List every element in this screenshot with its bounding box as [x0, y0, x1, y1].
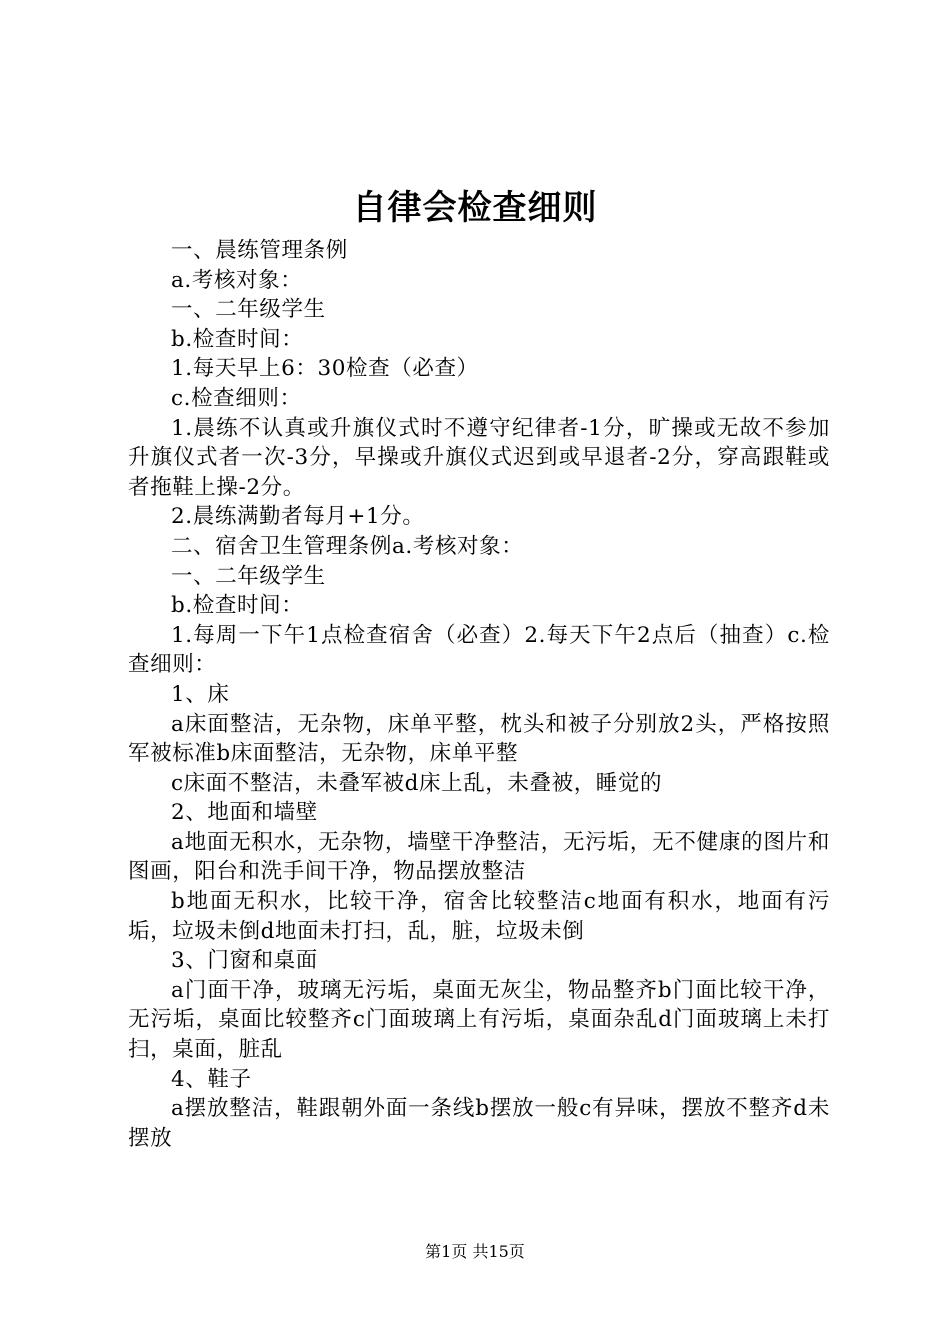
paragraph: b.检查时间：	[171, 593, 304, 619]
paragraph: 1.每天早上6：30检查（必查）	[171, 356, 479, 382]
page-number-footer: 第1页 共15页	[425, 1242, 525, 1261]
paragraph: 4、鞋子	[171, 1066, 252, 1092]
paragraph: a摆放整洁，鞋跟朝外面一条线b摆放一般c有异味，摆放不整齐d未摆放	[128, 1096, 830, 1151]
paragraph: a床面整洁，无杂物，床单平整，枕头和被子分别放2头，严格按照军被标准b床面整洁，无杂物，床单平整	[128, 711, 830, 767]
paragraph: 1.每周一下午1点检查宿舍（必查）2.每天下午2点后（抽查）c.检查细则：	[128, 622, 830, 678]
paragraph: 3、门窗和桌面	[171, 948, 318, 974]
paragraph: 1、床	[171, 681, 230, 707]
paragraph: 二、宿舍卫生管理条例a.考核对象：	[171, 533, 524, 559]
paragraph: 一、二年级学生	[171, 297, 326, 323]
paragraph: 2.晨练满勤者每月+1分。	[171, 504, 425, 530]
document-body	[128, 236, 830, 1153]
paragraph: 一、晨练管理条例	[171, 238, 348, 263]
paragraph: 一、二年级学生	[171, 563, 326, 589]
paragraph: a地面无积水，无杂物，墙壁干净整洁，无污垢，无不健康的图片和图画，阳台和洗手间干净，物品摆放整洁	[128, 829, 830, 885]
paragraph: c床面不整洁，未叠军被d床上乱，未叠被，睡觉的	[171, 770, 663, 796]
paragraph: a门面干净，玻璃无污垢，桌面无灰尘，物品整齐b门面比较干净，无污垢，桌面比较整齐c门面玻璃上有污垢，桌面杂乱d门面玻璃上未打扫，桌面，脏乱	[128, 977, 830, 1063]
paragraph: a.考核对象：	[171, 267, 303, 293]
paragraph: c.检查细则：	[171, 385, 302, 411]
paragraph: 2、地面和墙壁	[171, 800, 318, 826]
document-title: 自律会检查细则	[352, 188, 598, 228]
paragraph: 1.晨练不认真或升旗仪式时不遵守纪律者-1分，旷操或无故不参加升旗仪式者一次-3分，早操或升旗仪式迟到或早退者-2分，穿高跟鞋或者拖鞋上操-2分。	[128, 415, 830, 500]
paragraph: b.检查时间：	[171, 326, 304, 352]
paragraph: b地面无积水，比较干净，宿舍比较整洁c地面有积水，地面有污垢，垃圾未倒d地面未打扫，乱，脏，垃圾未倒	[128, 889, 830, 944]
